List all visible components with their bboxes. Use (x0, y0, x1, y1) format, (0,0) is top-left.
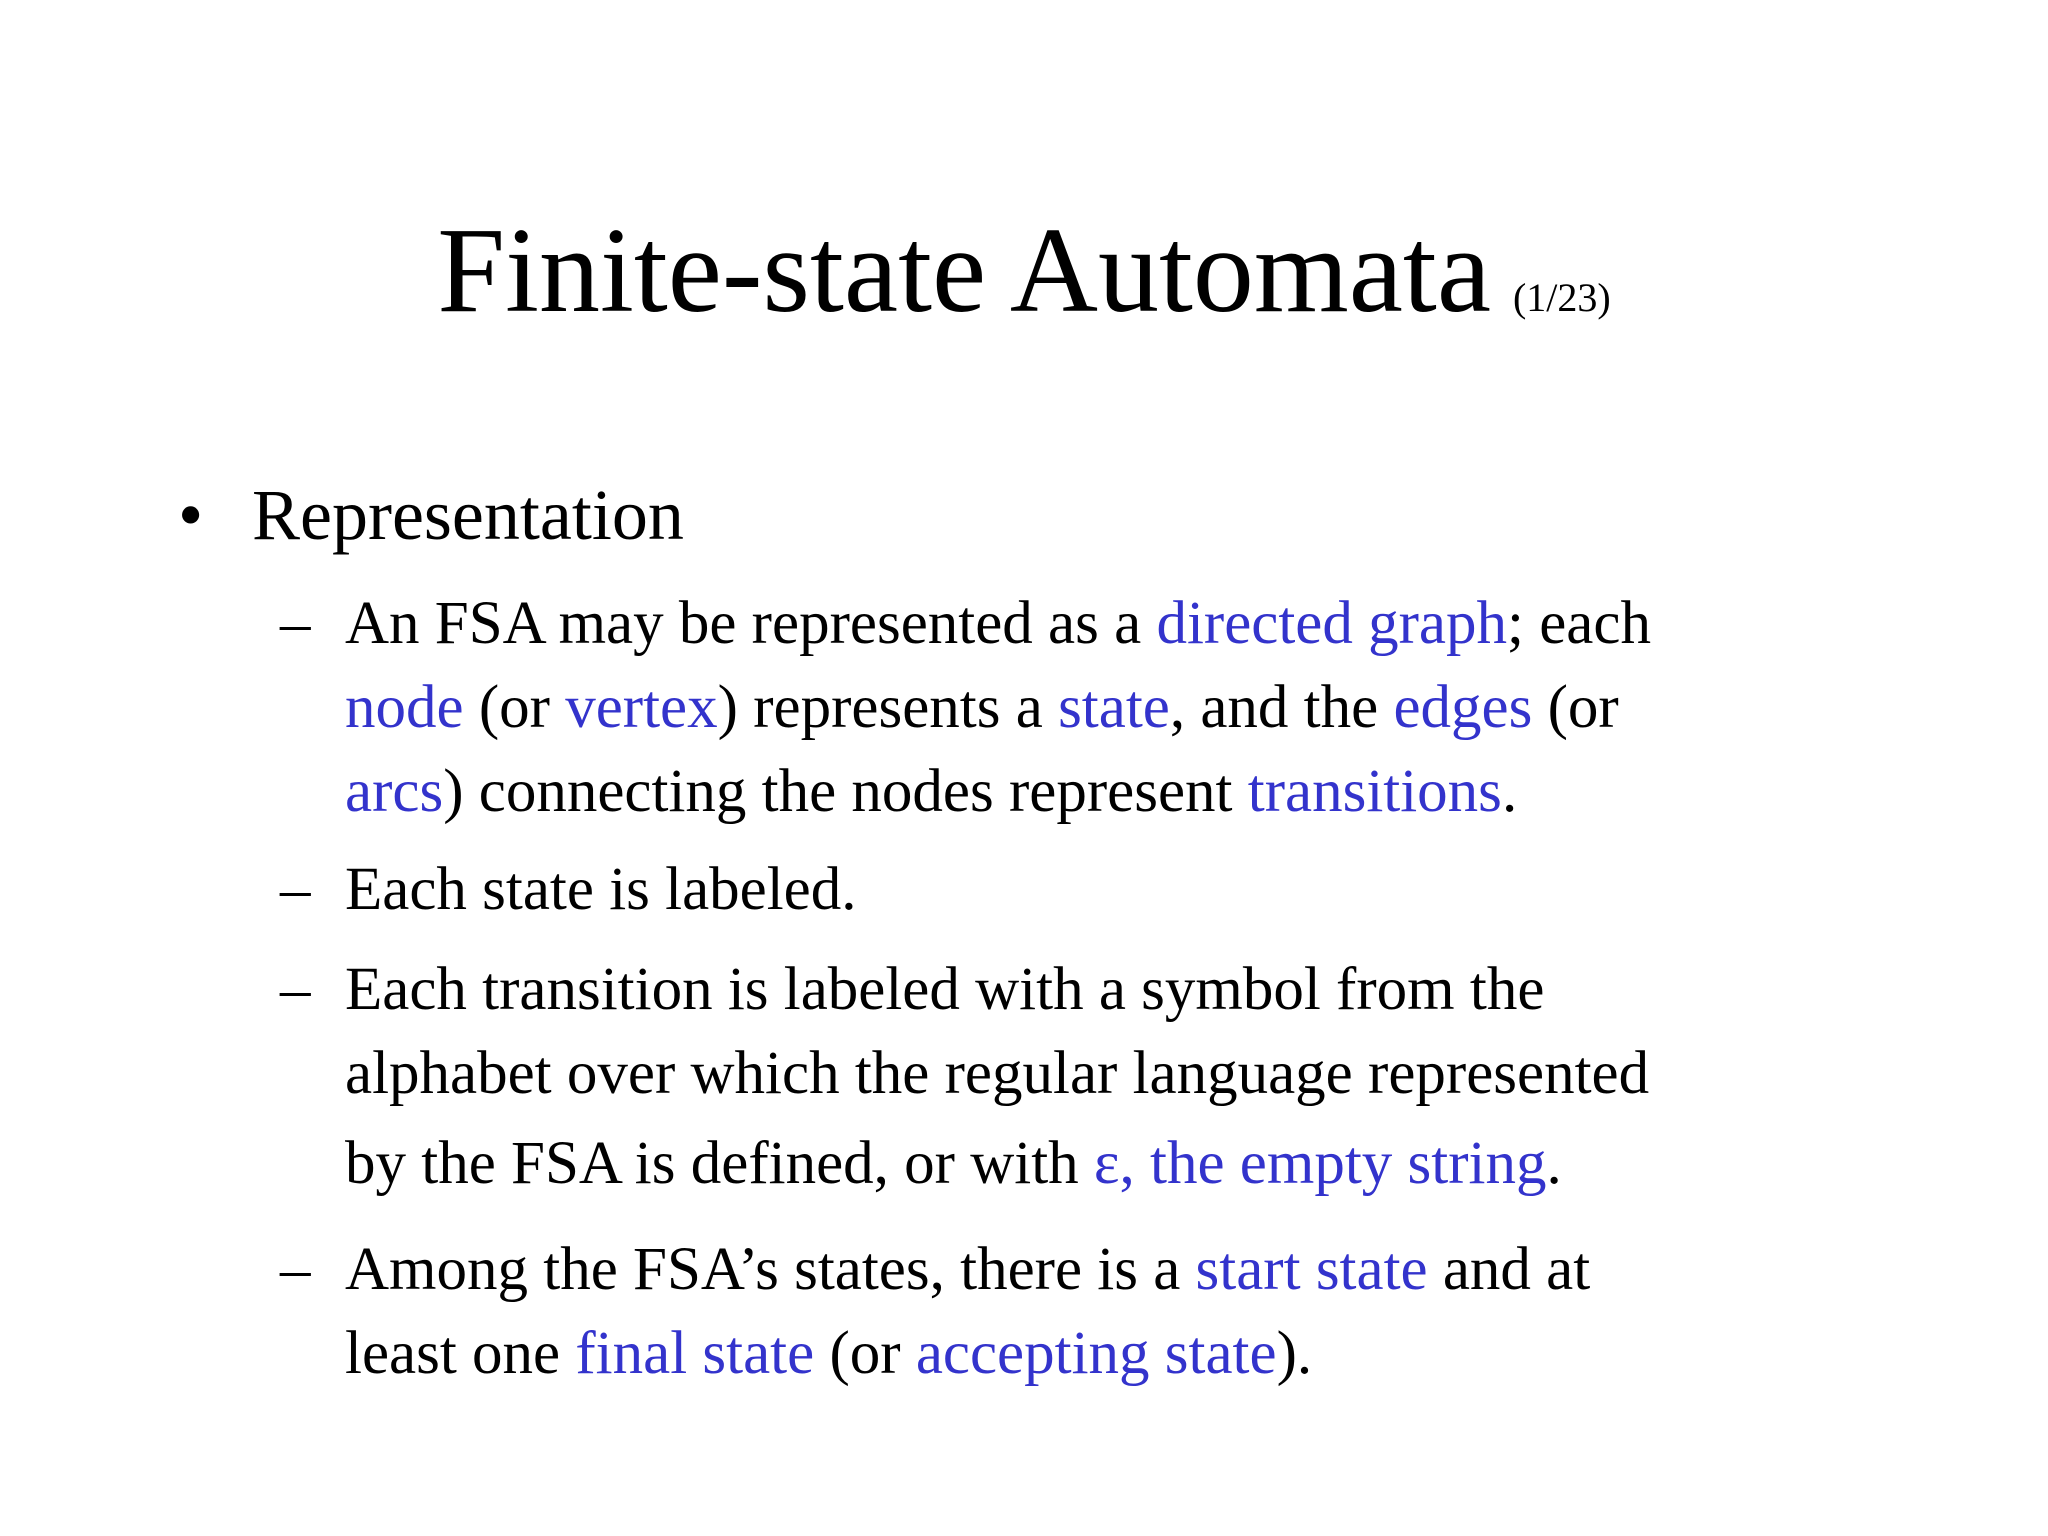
text-run: (or (1532, 674, 1619, 741)
bullet-representation (178, 470, 684, 560)
text-line (345, 750, 1517, 834)
bullet-text: Representation (252, 475, 684, 555)
text-run: ) connecting the nodes represent (443, 758, 1248, 825)
text-line (345, 848, 857, 932)
text-line (345, 582, 1651, 666)
dash-icon: – (280, 856, 311, 923)
text-run: , and the (1169, 674, 1394, 741)
term-vertex: vertex (565, 674, 718, 741)
text-run: Each state is labeled. (345, 856, 857, 923)
text-run: (or (814, 1320, 916, 1387)
text-line (345, 948, 1544, 1032)
term-start-state: start state (1195, 1236, 1428, 1303)
text-line (345, 1228, 1590, 1312)
title-text: Finite-state Automata (437, 203, 1491, 338)
slide-title (0, 203, 2048, 338)
text-line (345, 1032, 1649, 1116)
bullet-icon: • (178, 475, 204, 555)
term-directed-graph: directed graph (1156, 590, 1508, 657)
term-edges: edges (1393, 674, 1533, 741)
text-run: least one (345, 1320, 576, 1387)
page-indicator: (1/23) (1512, 275, 1611, 320)
text-line (345, 1312, 1312, 1396)
dash-icon: – (280, 956, 311, 1023)
term-empty-string: ε, the empty string (1093, 1130, 1547, 1197)
term-arcs: arcs (345, 758, 444, 825)
term-final-state: final state (575, 1320, 815, 1387)
term-node: node (345, 674, 464, 741)
text-run: An FSA may be represented as a (345, 590, 1157, 657)
text-run: . (1501, 758, 1518, 825)
term-transitions: transitions (1247, 758, 1502, 825)
text-run: Each transition is labeled with a symbol from the (345, 956, 1545, 1023)
term-accepting-state: accepting state (915, 1320, 1277, 1387)
text-run: alphabet over which the regular language represented (345, 1040, 1650, 1107)
text-run: ; each (1507, 590, 1651, 657)
text-run: . (1546, 1130, 1562, 1197)
text-run: (or (463, 674, 566, 741)
text-run: by the FSA is defined, or with (345, 1130, 1094, 1197)
text-run: Among the FSA’s states, there is a (345, 1236, 1196, 1303)
text-run: and at (1427, 1236, 1591, 1303)
text-line (345, 666, 1619, 750)
term-state: state (1058, 674, 1170, 741)
text-run: ) represents a (717, 674, 1059, 741)
text-line (345, 1122, 1562, 1206)
text-run: ). (1276, 1320, 1313, 1387)
dash-icon: – (280, 590, 311, 657)
dash-icon: – (280, 1236, 311, 1303)
